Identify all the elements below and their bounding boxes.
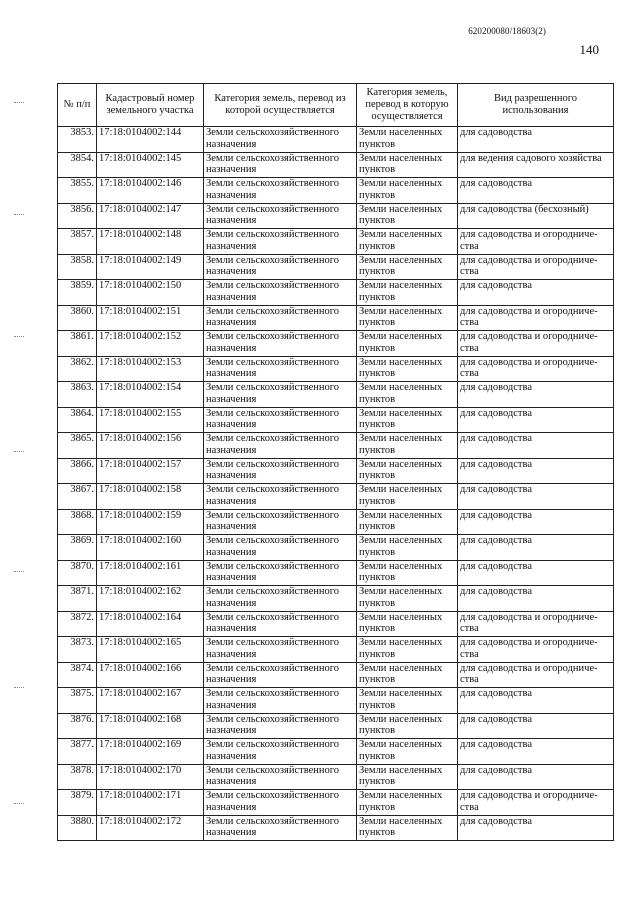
row-number: 3863. — [58, 382, 97, 408]
cadastral-number: 17:18:0104002:157 — [97, 458, 204, 484]
cadastral-number: 17:18:0104002:171 — [97, 790, 204, 816]
category-to: Земли населенных пунктов — [357, 178, 458, 204]
row-number: 3875. — [58, 688, 97, 714]
permitted-use: для садоводства и огородниче-ства — [458, 662, 614, 688]
category-to: Земли населенных пунктов — [357, 662, 458, 688]
category-from: Земли сельскохозяйственного назначения — [204, 356, 357, 382]
row-number: 3854. — [58, 152, 97, 178]
column-header-number: № п/п — [58, 84, 97, 127]
permitted-use: для садоводства — [458, 764, 614, 790]
row-number: 3858. — [58, 254, 97, 280]
row-number: 3857. — [58, 229, 97, 255]
permitted-use: для садоводства и огородниче-ства — [458, 254, 614, 280]
row-number: 3862. — [58, 356, 97, 382]
category-to: Земли населенных пунктов — [357, 280, 458, 306]
table-row — [58, 611, 614, 637]
category-from: Земли сельскохозяйственного назначения — [204, 484, 357, 510]
category-from: Земли сельскохозяйственного назначения — [204, 764, 357, 790]
category-from: Земли сельскохозяйственного назначения — [204, 815, 357, 841]
row-number: 3867. — [58, 484, 97, 510]
table-row — [58, 433, 614, 459]
category-from: Земли сельскохозяйственного назначения — [204, 229, 357, 255]
cadastral-number: 17:18:0104002:170 — [97, 764, 204, 790]
row-number: 3864. — [58, 407, 97, 433]
permitted-use: для садоводства — [458, 713, 614, 739]
table-row — [58, 560, 614, 586]
row-number: 3866. — [58, 458, 97, 484]
table-row — [58, 535, 614, 561]
column-header-category-from: Категория земель, перевод из которой осуществляется — [204, 84, 357, 127]
table-row — [58, 739, 614, 765]
cadastral-number: 17:18:0104002:160 — [97, 535, 204, 561]
row-number: 3855. — [58, 178, 97, 204]
category-to: Земли населенных пунктов — [357, 509, 458, 535]
table-row — [58, 152, 614, 178]
table-row — [58, 331, 614, 357]
row-number: 3872. — [58, 611, 97, 637]
category-to: Земли населенных пунктов — [357, 560, 458, 586]
category-from: Земли сельскохозяйственного назначения — [204, 739, 357, 765]
cadastral-number: 17:18:0104002:152 — [97, 331, 204, 357]
category-from: Земли сельскохозяйственного назначения — [204, 662, 357, 688]
category-to: Земли населенных пунктов — [357, 688, 458, 714]
permitted-use: для садоводства и огородниче-ства — [458, 611, 614, 637]
land-register-table — [57, 83, 614, 841]
category-to: Земли населенных пунктов — [357, 611, 458, 637]
permitted-use: для садоводства — [458, 407, 614, 433]
category-from: Земли сельскохозяйственного назначения — [204, 688, 357, 714]
page-number: 140 — [579, 42, 599, 57]
row-number: 3868. — [58, 509, 97, 535]
category-to: Земли населенных пунктов — [357, 356, 458, 382]
cadastral-number: 17:18:0104002:172 — [97, 815, 204, 841]
permitted-use: для садоводства — [458, 280, 614, 306]
cadastral-number: 17:18:0104002:161 — [97, 560, 204, 586]
category-to: Земли населенных пунктов — [357, 713, 458, 739]
category-from: Земли сельскохозяйственного назначения — [204, 382, 357, 408]
table-row — [58, 254, 614, 280]
category-from: Земли сельскохозяйственного назначения — [204, 331, 357, 357]
cadastral-number: 17:18:0104002:155 — [97, 407, 204, 433]
table-row — [58, 662, 614, 688]
permitted-use: для садоводства — [458, 688, 614, 714]
cadastral-number: 17:18:0104002:154 — [97, 382, 204, 408]
table-row — [58, 458, 614, 484]
category-to: Земли населенных пунктов — [357, 407, 458, 433]
category-to: Земли населенных пунктов — [357, 586, 458, 612]
cadastral-number: 17:18:0104002:145 — [97, 152, 204, 178]
cadastral-number: 17:18:0104002:167 — [97, 688, 204, 714]
category-to: Земли населенных пунктов — [357, 254, 458, 280]
permitted-use: для садоводства — [458, 178, 614, 204]
row-number: 3860. — [58, 305, 97, 331]
permitted-use: для садоводства — [458, 509, 614, 535]
table-row — [58, 713, 614, 739]
permitted-use: для садоводства и огородниче-ства — [458, 356, 614, 382]
table-row — [58, 815, 614, 841]
row-number: 3869. — [58, 535, 97, 561]
row-number: 3859. — [58, 280, 97, 306]
cadastral-number: 17:18:0104002:169 — [97, 739, 204, 765]
cadastral-number: 17:18:0104002:159 — [97, 509, 204, 535]
table-row — [58, 764, 614, 790]
permitted-use: для садоводства (бесхозный) — [458, 203, 614, 229]
table-row — [58, 407, 614, 433]
category-to: Земли населенных пунктов — [357, 535, 458, 561]
category-from: Земли сельскохозяйственного назначения — [204, 127, 357, 153]
row-number: 3853. — [58, 127, 97, 153]
cadastral-number: 17:18:0104002:165 — [97, 637, 204, 663]
category-to: Земли населенных пунктов — [357, 127, 458, 153]
table-row — [58, 790, 614, 816]
permitted-use: для садоводства и огородниче-ства — [458, 305, 614, 331]
category-to: Земли населенных пунктов — [357, 203, 458, 229]
permitted-use: для садоводства — [458, 382, 614, 408]
row-number: 3874. — [58, 662, 97, 688]
permitted-use: для садоводства — [458, 484, 614, 510]
cadastral-number: 17:18:0104002:149 — [97, 254, 204, 280]
category-to: Земли населенных пунктов — [357, 331, 458, 357]
row-number: 3878. — [58, 764, 97, 790]
row-number: 3879. — [58, 790, 97, 816]
column-header-category-to: Категория земель, перевод в которую осуществляется — [357, 84, 458, 127]
category-from: Земли сельскохозяйственного назначения — [204, 407, 357, 433]
permitted-use: для садоводства — [458, 560, 614, 586]
table-row — [58, 586, 614, 612]
category-from: Земли сельскохозяйственного назначения — [204, 152, 357, 178]
permitted-use: для садоводства — [458, 739, 614, 765]
cadastral-number: 17:18:0104002:144 — [97, 127, 204, 153]
category-from: Земли сельскохозяйственного назначения — [204, 178, 357, 204]
category-from: Земли сельскохозяйственного назначения — [204, 560, 357, 586]
cadastral-number: 17:18:0104002:151 — [97, 305, 204, 331]
category-from: Земли сельскохозяйственного назначения — [204, 509, 357, 535]
column-header-permitted-use: Вид разрешенного использования — [458, 84, 614, 127]
category-from: Земли сельскохозяйственного назначения — [204, 535, 357, 561]
table-row — [58, 127, 614, 153]
row-number: 3856. — [58, 203, 97, 229]
permitted-use: для садоводства и огородниче-ства — [458, 229, 614, 255]
row-number: 3880. — [58, 815, 97, 841]
category-from: Земли сельскохозяйственного назначения — [204, 280, 357, 306]
category-to: Земли населенных пунктов — [357, 637, 458, 663]
category-to: Земли населенных пунктов — [357, 433, 458, 459]
document-number: 620200080/18603(2) — [468, 26, 546, 36]
category-to: Земли населенных пунктов — [357, 152, 458, 178]
permitted-use: для садоводства — [458, 433, 614, 459]
table-row — [58, 178, 614, 204]
row-number: 3873. — [58, 637, 97, 663]
cadastral-number: 17:18:0104002:148 — [97, 229, 204, 255]
permitted-use: для садоводства — [458, 815, 614, 841]
category-to: Земли населенных пунктов — [357, 229, 458, 255]
category-to: Земли населенных пунктов — [357, 458, 458, 484]
table-row — [58, 484, 614, 510]
permitted-use: для садоводства — [458, 586, 614, 612]
permitted-use: для садоводства и огородниче-ства — [458, 637, 614, 663]
permitted-use: для садоводства и огородниче-ства — [458, 331, 614, 357]
table-row — [58, 305, 614, 331]
row-number: 3861. — [58, 331, 97, 357]
row-number: 3871. — [58, 586, 97, 612]
table-row — [58, 229, 614, 255]
column-header-cadastral: Кадастровый номер земельного участка — [97, 84, 204, 127]
cadastral-number: 17:18:0104002:162 — [97, 586, 204, 612]
category-from: Земли сельскохозяйственного назначения — [204, 790, 357, 816]
table-header-row — [58, 84, 614, 127]
category-to: Земли населенных пунктов — [357, 305, 458, 331]
table-row — [58, 382, 614, 408]
table-row — [58, 637, 614, 663]
cadastral-number: 17:18:0104002:168 — [97, 713, 204, 739]
cadastral-number: 17:18:0104002:153 — [97, 356, 204, 382]
permitted-use: для садоводства — [458, 458, 614, 484]
category-from: Земли сельскохозяйственного назначения — [204, 254, 357, 280]
cadastral-number: 17:18:0104002:146 — [97, 178, 204, 204]
category-from: Земли сельскохозяйственного назначения — [204, 713, 357, 739]
row-number: 3865. — [58, 433, 97, 459]
category-from: Земли сельскохозяйственного назначения — [204, 433, 357, 459]
table-row — [58, 280, 614, 306]
category-from: Земли сельскохозяйственного назначения — [204, 637, 357, 663]
row-number: 3870. — [58, 560, 97, 586]
cadastral-number: 17:18:0104002:147 — [97, 203, 204, 229]
cadastral-number: 17:18:0104002:158 — [97, 484, 204, 510]
permitted-use: для садоводства и огородниче-ства — [458, 790, 614, 816]
category-to: Земли населенных пунктов — [357, 790, 458, 816]
category-to: Земли населенных пунктов — [357, 382, 458, 408]
category-from: Земли сельскохозяйственного назначения — [204, 611, 357, 637]
category-from: Земли сельскохозяйственного назначения — [204, 305, 357, 331]
permitted-use: для садоводства — [458, 127, 614, 153]
row-number: 3877. — [58, 739, 97, 765]
category-to: Земли населенных пунктов — [357, 764, 458, 790]
cadastral-number: 17:18:0104002:150 — [97, 280, 204, 306]
category-from: Земли сельскохозяйственного назначения — [204, 586, 357, 612]
permitted-use: для садоводства — [458, 535, 614, 561]
row-number: 3876. — [58, 713, 97, 739]
table-row — [58, 356, 614, 382]
table-body — [58, 127, 614, 841]
category-from: Земли сельскохозяйственного назначения — [204, 203, 357, 229]
table-row — [58, 688, 614, 714]
category-to: Земли населенных пунктов — [357, 815, 458, 841]
category-from: Земли сельскохозяйственного назначения — [204, 458, 357, 484]
cadastral-number: 17:18:0104002:166 — [97, 662, 204, 688]
cadastral-number: 17:18:0104002:156 — [97, 433, 204, 459]
table-row — [58, 203, 614, 229]
permitted-use: для ведения садового хозяйства — [458, 152, 614, 178]
table-row — [58, 509, 614, 535]
category-to: Земли населенных пунктов — [357, 739, 458, 765]
cadastral-number: 17:18:0104002:164 — [97, 611, 204, 637]
category-to: Земли населенных пунктов — [357, 484, 458, 510]
